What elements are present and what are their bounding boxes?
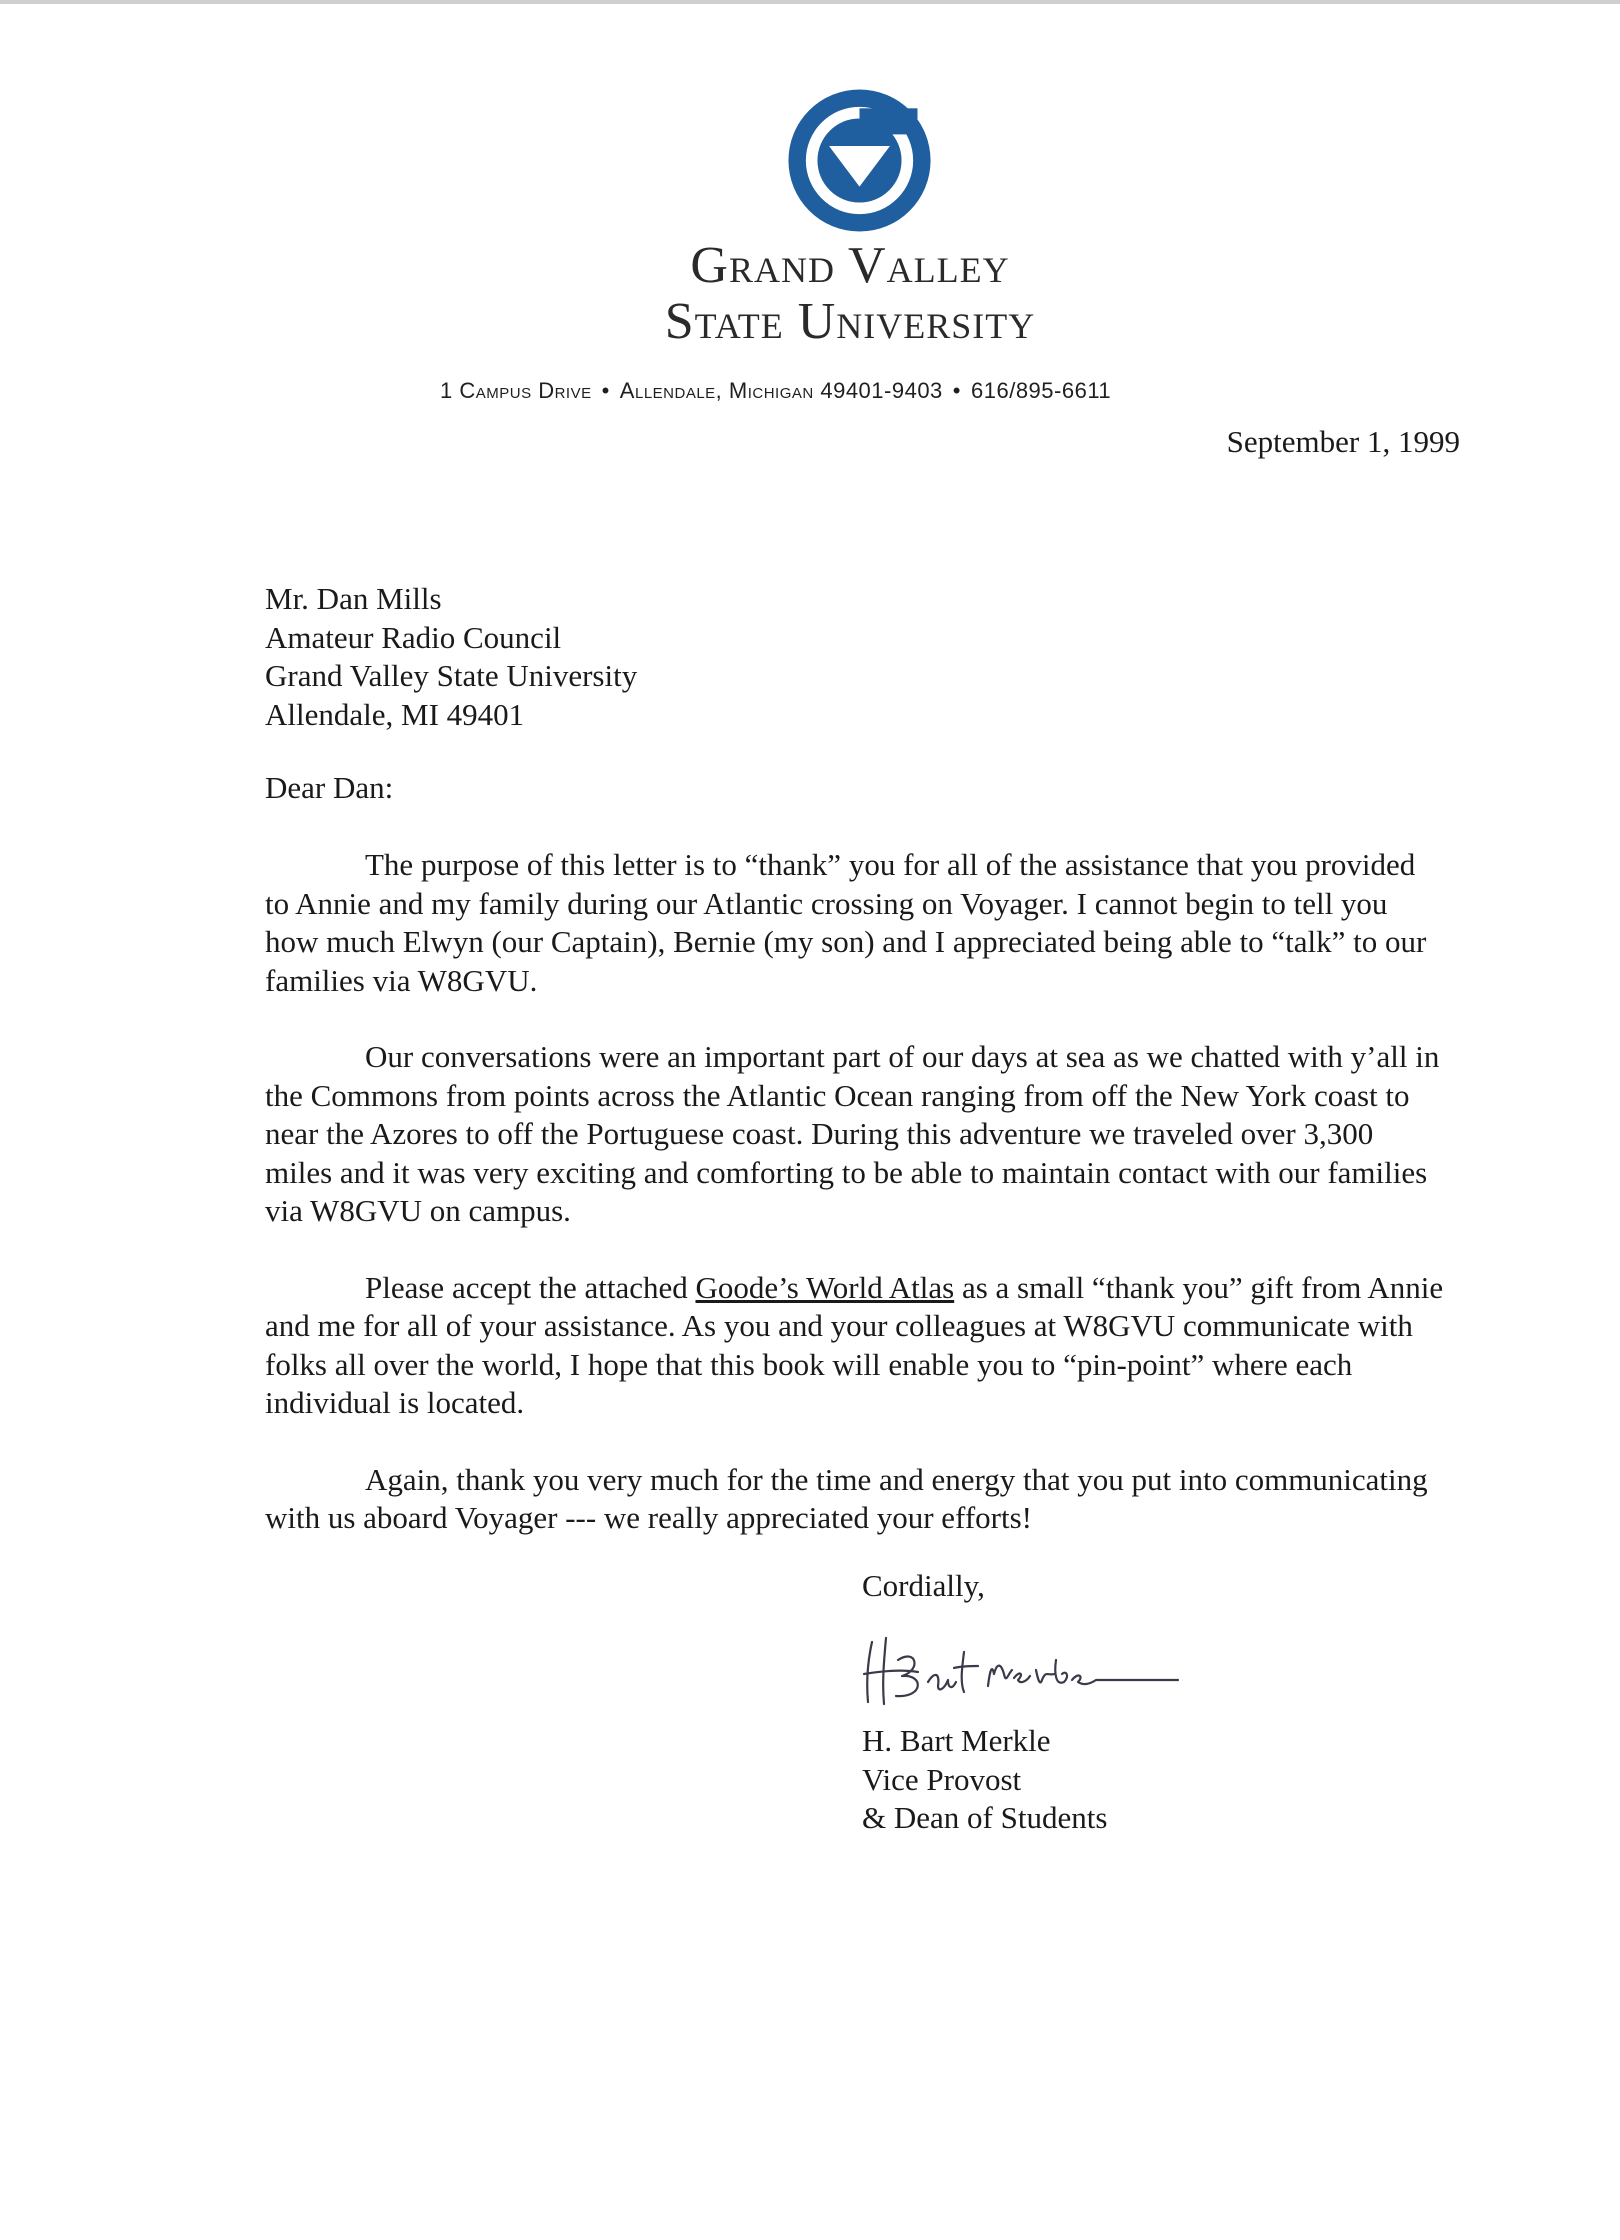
signer-block	[862, 1722, 1107, 1838]
letter-body	[265, 846, 1445, 1576]
address-street: 1 Campus Drive	[440, 378, 592, 403]
closing: Cordially,	[862, 1568, 985, 1603]
body-paragraph-3	[265, 1269, 1445, 1423]
paragraph-3-rest: as a small “thank you” gift from Annie and me for all of your assistance. As you and your colleagues at W8GVU communicate with folks all over the world, I hope that this book will enable you to “pin-point” where each individual is located.	[265, 1269, 1444, 1420]
handwritten-signature-icon	[858, 1630, 1188, 1710]
recipient-city-state-zip: Allendale, MI 49401	[265, 696, 525, 732]
body-paragraph-4: Again, thank you very much for the time and energy that you put into communicating with us aboard Voyager --- we really appreciated your efforts!	[265, 1461, 1428, 1535]
signer-title: & Dean of Students	[862, 1800, 1108, 1835]
address-phone: 616/895-6611	[971, 378, 1112, 403]
address-separator: •	[952, 378, 961, 403]
university-name-line1: Grand Valley	[690, 237, 1010, 294]
university-wordmark	[600, 237, 1100, 350]
letter-date: September 1, 1999	[1226, 424, 1460, 459]
signer-name: H. Bart Merkle	[862, 1723, 1051, 1758]
book-title: Goode’s World Atlas	[695, 1269, 955, 1305]
recipient-name: Mr. Dan Mills	[265, 581, 442, 616]
letterhead-address	[440, 378, 1300, 404]
address-city: Allendale, Michigan 49401-9403	[619, 378, 943, 403]
page-top-edge	[0, 0, 1620, 4]
body-paragraph-2: Our conversations were an important part of our days at sea as we chatted with y’all in the Commons from points across the Atlantic Ocean ranging from off the New York coast to near the Azores to off the Portuguese coast. During this adventure we traveled over 3,300 miles and it was very exciting and comforting to be able to maintain contact with our families via W8GVU on campus.	[265, 1039, 1440, 1228]
gvsu-logo-icon	[787, 88, 932, 233]
body-paragraph-1: The purpose of this letter is to “thank” you for all of the assistance that you provided to Annie and my family during our Atlantic crossing on Voyager. I cannot begin to tell you how much Elwyn (our Captain), Bernie (my son) and I appreciated being able to “talk” to our families via W8GVU.	[265, 847, 1427, 998]
paragraph-3-intro: Please accept the attached	[365, 1269, 696, 1305]
address-separator: •	[601, 378, 610, 403]
recipient-block	[265, 580, 637, 734]
signer-title: Vice Provost	[862, 1761, 1022, 1797]
recipient-organization: Amateur Radio Council	[265, 619, 562, 655]
recipient-institution: Grand Valley State University	[265, 658, 638, 693]
university-name-line2: State University	[664, 293, 1036, 350]
salutation: Dear Dan:	[265, 770, 394, 805]
